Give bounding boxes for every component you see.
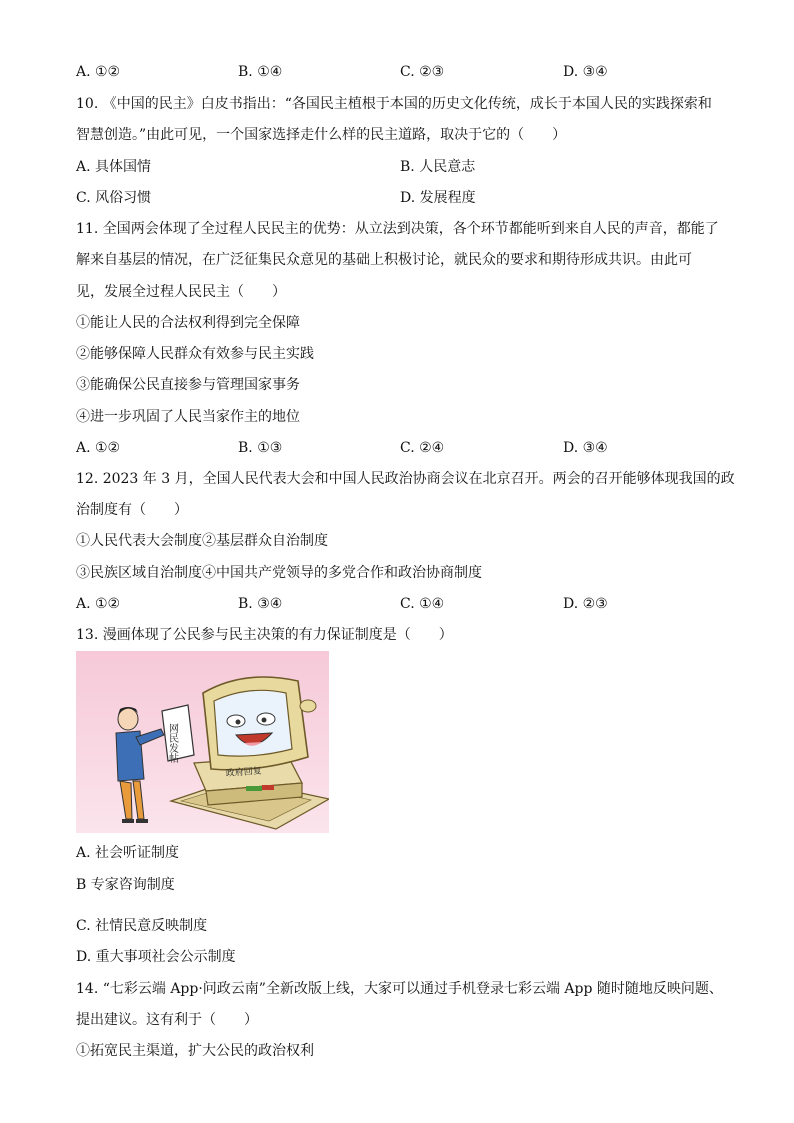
sign-caption-text: 网民发帖 (166, 723, 178, 763)
q13-option-b: B 专家咨询制度 (76, 877, 175, 893)
q11-stem-line-3: 见，发展全过程人民民主（ ） (76, 284, 286, 300)
q11-option-a: A. ①② (76, 440, 121, 456)
q12-stem-line-2: 治制度有（ ） (76, 502, 188, 518)
q12-statement-1: ①人民代表大会制度②基层群众自治制度 (76, 533, 328, 549)
q10-option-a: A. 具体国情 (76, 159, 152, 175)
q14-stem-line-1: 14. “七彩云端 App·问政云南”全新改版上线，大家可以通过手机登录七彩云端 App 随时随地反映问题、 (76, 981, 723, 997)
q11-statement-3: ③能确保公民直接参与管理国家事务 (76, 377, 300, 393)
q9-option-d: D. ③④ (563, 64, 608, 80)
q14-stem-line-2: 提出建议。这有利于（ ） (76, 1012, 258, 1028)
q9-option-a: A. ①② (76, 64, 121, 80)
q10-option-b: B. 人民意志 (400, 159, 476, 175)
q10-stem-line-1: 10. 《中国的民主》白皮书指出：“各国民主植根于本国的历史文化传统，成长于本国人民的实践探索和 (76, 96, 712, 112)
q11-option-c: C. ②④ (400, 440, 445, 456)
q9-option-b: B. ①④ (238, 64, 283, 80)
q11-stem-line-1: 11. 全国两会体现了全过程人民民主的优势：从立法到决策，各个环节都能听到来自人民的声音，都能了 (76, 221, 719, 237)
q14-statement-1: ①拓宽民主渠道，扩大公民的政治权利 (76, 1043, 314, 1059)
q11-statement-2: ②能够保障人民群众有效参与民主实践 (76, 346, 314, 362)
cartoon-image (76, 651, 329, 833)
q12-option-b: B. ③④ (238, 596, 283, 612)
q13-option-a: A. 社会听证制度 (76, 845, 180, 861)
q10-option-d: D. 发展程度 (400, 190, 476, 206)
q10-option-c: C. 风俗习惯 (76, 190, 152, 206)
q12-option-a: A. ①② (76, 596, 121, 612)
q12-statement-2: ③民族区域自治制度④中国共产党领导的多党合作和政治协商制度 (76, 565, 482, 581)
q11-statement-1: ①能让人民的合法权利得到完全保障 (76, 315, 300, 331)
monitor-drawing (203, 677, 316, 770)
screen-caption-text: 政府回复 (225, 766, 263, 779)
q12-option-c: C. ①④ (400, 596, 445, 612)
q12-option-d: D. ②③ (563, 596, 608, 612)
q13-option-c: C. 社情民意反映制度 (76, 918, 208, 934)
q10-stem-line-2: 智慧创造。”由此可见，一个国家选择走什么样的民主道路，取决于它的（ ） (76, 127, 567, 143)
q11-stem-line-2: 解来自基层的情况，在广泛征集民众意见的基础上积极讨论，就民众的要求和期待形成共识。由此可 (76, 252, 692, 268)
q12-stem-line-1: 12. 2023 年 3 月，全国人民代表大会和中国人民政治协商会议在北京召开。两会的召开能够体现我国的政 (76, 471, 735, 487)
q11-option-d: D. ③④ (563, 440, 608, 456)
q11-option-b: B. ①③ (238, 440, 283, 456)
q13-stem: 13. 漫画体现了公民参与民主决策的有力保证制度是（ ） (76, 627, 453, 643)
q11-statement-4: ④进一步巩固了人民当家作主的地位 (76, 409, 300, 425)
q9-option-c: C. ②③ (400, 64, 445, 80)
q13-option-d: D. 重大事项社会公示制度 (76, 949, 236, 965)
